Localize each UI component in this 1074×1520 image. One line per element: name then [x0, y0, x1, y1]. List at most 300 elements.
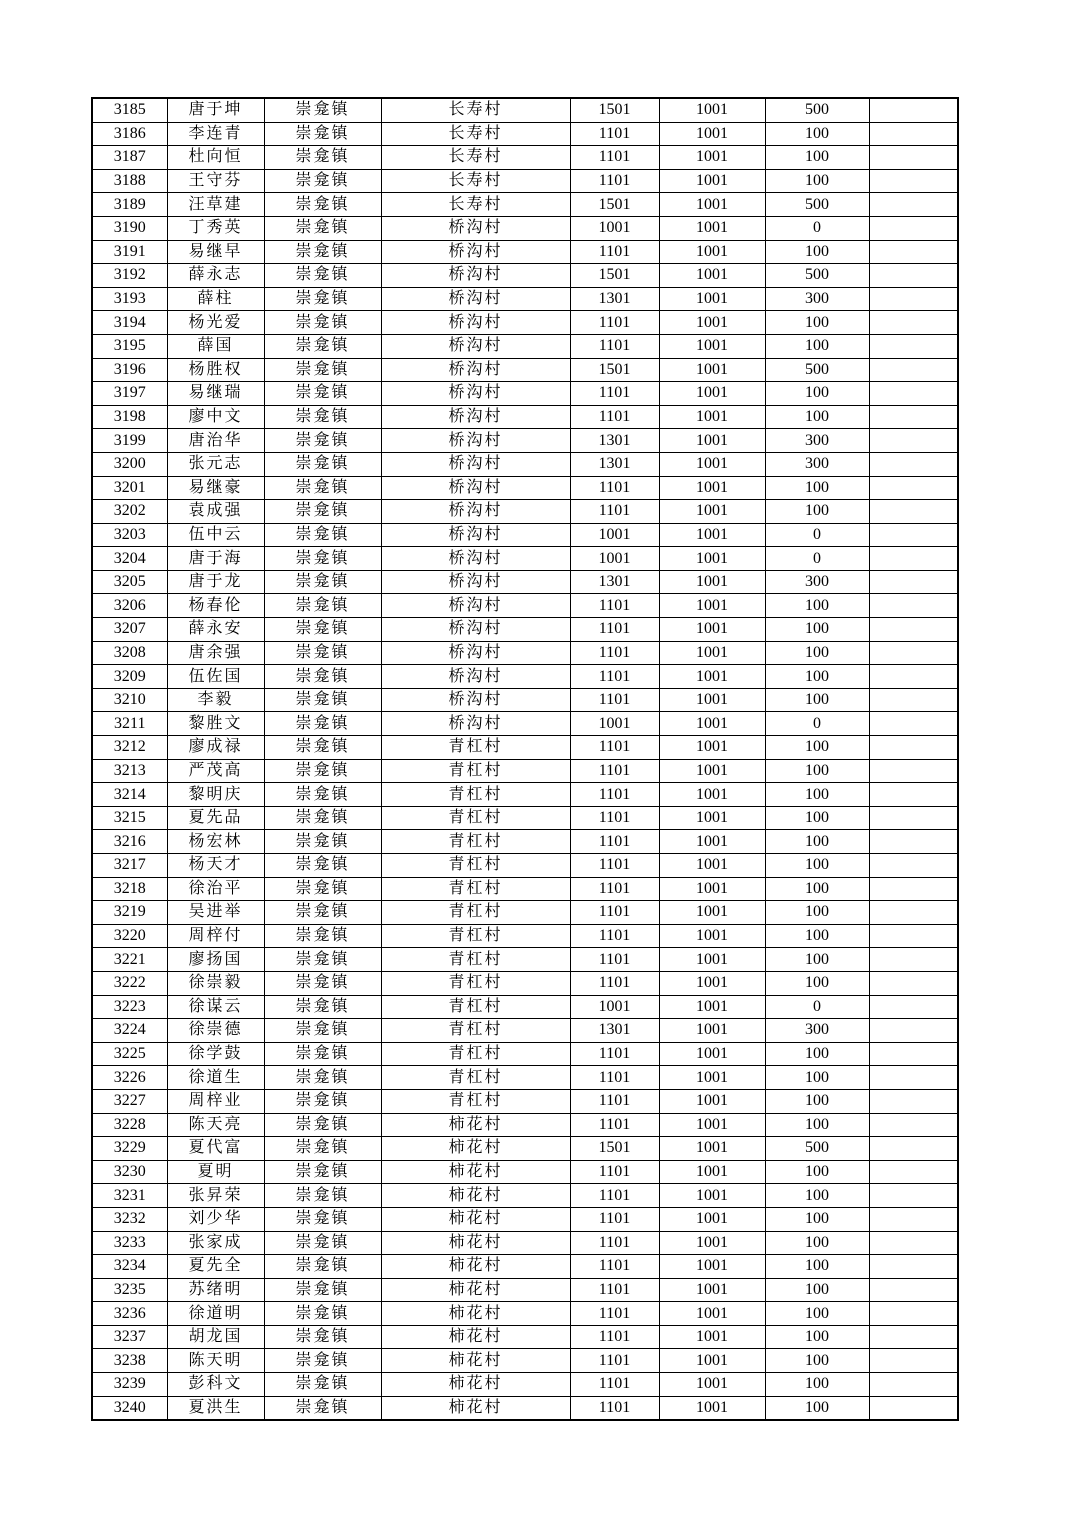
remark-cell: [869, 429, 958, 453]
town-cell: 崇龛镇: [264, 146, 381, 170]
code-b-cell: 1001: [659, 1160, 765, 1184]
code-a-cell: 1101: [570, 1396, 659, 1420]
amount-cell: 500: [765, 1137, 869, 1161]
table-row: [92, 1113, 958, 1137]
code-a-cell: 1101: [570, 854, 659, 878]
town-cell: 崇龛镇: [264, 594, 381, 618]
record-number-cell: 3227: [92, 1089, 167, 1113]
remark-cell: [869, 1113, 958, 1137]
town-cell: 崇龛镇: [264, 287, 381, 311]
village-cell: 青杠村: [381, 948, 570, 972]
record-number-cell: 3210: [92, 688, 167, 712]
village-cell: 长寿村: [381, 98, 570, 122]
amount-cell: 100: [765, 971, 869, 995]
person-name-cell: 廖中文: [167, 405, 264, 429]
village-cell: 柿花村: [381, 1373, 570, 1397]
town-cell: 崇龛镇: [264, 618, 381, 642]
town-cell: 崇龛镇: [264, 1184, 381, 1208]
town-cell: 崇龛镇: [264, 193, 381, 217]
remark-cell: [869, 523, 958, 547]
remark-cell: [869, 334, 958, 358]
village-cell: 青杠村: [381, 1089, 570, 1113]
person-name-cell: 夏明: [167, 1160, 264, 1184]
code-a-cell: 1101: [570, 806, 659, 830]
town-cell: 崇龛镇: [264, 877, 381, 901]
code-a-cell: 1101: [570, 1160, 659, 1184]
person-name-cell: 徐道明: [167, 1302, 264, 1326]
town-cell: 崇龛镇: [264, 854, 381, 878]
amount-cell: 100: [765, 1184, 869, 1208]
table-row: [92, 1042, 958, 1066]
person-name-cell: 薛永安: [167, 618, 264, 642]
town-cell: 崇龛镇: [264, 1349, 381, 1373]
code-b-cell: 1001: [659, 830, 765, 854]
remark-cell: [869, 500, 958, 524]
town-cell: 崇龛镇: [264, 806, 381, 830]
village-cell: 青杠村: [381, 736, 570, 760]
town-cell: 崇龛镇: [264, 405, 381, 429]
person-name-cell: 唐余强: [167, 641, 264, 665]
code-b-cell: 1001: [659, 901, 765, 925]
remark-cell: [869, 358, 958, 382]
remark-cell: [869, 146, 958, 170]
record-number-cell: 3231: [92, 1184, 167, 1208]
village-cell: 桥沟村: [381, 476, 570, 500]
record-number-cell: 3225: [92, 1042, 167, 1066]
person-name-cell: 严茂高: [167, 759, 264, 783]
code-a-cell: 1301: [570, 452, 659, 476]
table-row: [92, 1184, 958, 1208]
village-cell: 桥沟村: [381, 382, 570, 406]
record-number-cell: 3228: [92, 1113, 167, 1137]
code-a-cell: 1001: [570, 712, 659, 736]
village-cell: 桥沟村: [381, 240, 570, 264]
amount-cell: 100: [765, 169, 869, 193]
code-b-cell: 1001: [659, 1089, 765, 1113]
amount-cell: 100: [765, 877, 869, 901]
town-cell: 崇龛镇: [264, 712, 381, 736]
code-b-cell: 1001: [659, 405, 765, 429]
table-row: [92, 122, 958, 146]
town-cell: 崇龛镇: [264, 429, 381, 453]
table-row: [92, 216, 958, 240]
amount-cell: 300: [765, 570, 869, 594]
person-name-cell: 易继早: [167, 240, 264, 264]
table-row: [92, 1278, 958, 1302]
code-b-cell: 1001: [659, 688, 765, 712]
remark-cell: [869, 240, 958, 264]
amount-cell: 0: [765, 712, 869, 736]
person-name-cell: 唐治华: [167, 429, 264, 453]
amount-cell: 100: [765, 1325, 869, 1349]
table-row: [92, 1066, 958, 1090]
person-name-cell: 徐学鼓: [167, 1042, 264, 1066]
code-b-cell: 1001: [659, 806, 765, 830]
table-row: [92, 641, 958, 665]
code-a-cell: 1301: [570, 570, 659, 594]
remark-cell: [869, 1137, 958, 1161]
remark-cell: [869, 688, 958, 712]
record-number-cell: 3208: [92, 641, 167, 665]
code-b-cell: 1001: [659, 122, 765, 146]
code-b-cell: 1001: [659, 358, 765, 382]
town-cell: 崇龛镇: [264, 500, 381, 524]
person-name-cell: 薛柱: [167, 287, 264, 311]
record-number-cell: 3205: [92, 570, 167, 594]
village-cell: 柿花村: [381, 1325, 570, 1349]
record-number-cell: 3194: [92, 311, 167, 335]
remark-cell: [869, 1325, 958, 1349]
table-row: [92, 476, 958, 500]
table-row: [92, 830, 958, 854]
amount-cell: 100: [765, 759, 869, 783]
record-number-cell: 3201: [92, 476, 167, 500]
amount-cell: 100: [765, 500, 869, 524]
person-name-cell: 李连青: [167, 122, 264, 146]
code-b-cell: 1001: [659, 1373, 765, 1397]
code-a-cell: 1101: [570, 1089, 659, 1113]
village-cell: 长寿村: [381, 146, 570, 170]
record-number-cell: 3185: [92, 98, 167, 122]
village-cell: 桥沟村: [381, 311, 570, 335]
person-name-cell: 唐于龙: [167, 570, 264, 594]
code-a-cell: 1101: [570, 1373, 659, 1397]
code-a-cell: 1101: [570, 1184, 659, 1208]
table-row: [92, 688, 958, 712]
code-b-cell: 1001: [659, 665, 765, 689]
table-row: [92, 1231, 958, 1255]
amount-cell: 300: [765, 429, 869, 453]
record-number-cell: 3235: [92, 1278, 167, 1302]
remark-cell: [869, 1019, 958, 1043]
table-row: [92, 240, 958, 264]
record-number-cell: 3209: [92, 665, 167, 689]
table-row: [92, 1019, 958, 1043]
village-cell: 青杠村: [381, 1066, 570, 1090]
table-row: [92, 98, 958, 122]
remark-cell: [869, 1160, 958, 1184]
table-row: [92, 358, 958, 382]
code-a-cell: 1101: [570, 971, 659, 995]
record-number-cell: 3222: [92, 971, 167, 995]
remark-cell: [869, 854, 958, 878]
amount-cell: 100: [765, 1089, 869, 1113]
code-b-cell: 1001: [659, 1066, 765, 1090]
amount-cell: 100: [765, 240, 869, 264]
town-cell: 崇龛镇: [264, 358, 381, 382]
code-a-cell: 1101: [570, 405, 659, 429]
remark-cell: [869, 995, 958, 1019]
remark-cell: [869, 618, 958, 642]
remark-cell: [869, 1089, 958, 1113]
town-cell: 崇龛镇: [264, 1373, 381, 1397]
record-number-cell: 3212: [92, 736, 167, 760]
record-number-cell: 3198: [92, 405, 167, 429]
table-row: [92, 405, 958, 429]
code-a-cell: 1101: [570, 783, 659, 807]
remark-cell: [869, 1231, 958, 1255]
village-cell: 桥沟村: [381, 500, 570, 524]
village-cell: 青杠村: [381, 971, 570, 995]
code-a-cell: 1501: [570, 1137, 659, 1161]
table-row: [92, 759, 958, 783]
record-number-cell: 3191: [92, 240, 167, 264]
village-cell: 桥沟村: [381, 570, 570, 594]
person-name-cell: 陈天亮: [167, 1113, 264, 1137]
town-cell: 崇龛镇: [264, 264, 381, 288]
remark-cell: [869, 570, 958, 594]
code-a-cell: 1101: [570, 476, 659, 500]
table-row: [92, 1089, 958, 1113]
record-number-cell: 3232: [92, 1207, 167, 1231]
amount-cell: 100: [765, 122, 869, 146]
remark-cell: [869, 877, 958, 901]
record-number-cell: 3211: [92, 712, 167, 736]
person-name-cell: 徐谋云: [167, 995, 264, 1019]
code-b-cell: 1001: [659, 1113, 765, 1137]
code-a-cell: 1101: [570, 1302, 659, 1326]
table-row: [92, 1160, 958, 1184]
code-b-cell: 1001: [659, 1325, 765, 1349]
person-name-cell: 徐崇毅: [167, 971, 264, 995]
village-cell: 桥沟村: [381, 594, 570, 618]
code-b-cell: 1001: [659, 1042, 765, 1066]
record-number-cell: 3197: [92, 382, 167, 406]
code-b-cell: 1001: [659, 429, 765, 453]
table-row: [92, 1302, 958, 1326]
village-cell: 桥沟村: [381, 523, 570, 547]
remark-cell: [869, 452, 958, 476]
code-a-cell: 1101: [570, 500, 659, 524]
town-cell: 崇龛镇: [264, 1113, 381, 1137]
person-name-cell: 丁秀英: [167, 216, 264, 240]
code-a-cell: 1101: [570, 334, 659, 358]
person-name-cell: 彭科文: [167, 1373, 264, 1397]
town-cell: 崇龛镇: [264, 1019, 381, 1043]
table-row: [92, 1396, 958, 1420]
person-name-cell: 杨宏林: [167, 830, 264, 854]
village-cell: 桥沟村: [381, 358, 570, 382]
remark-cell: [869, 665, 958, 689]
table-row: [92, 547, 958, 571]
person-name-cell: 王守芬: [167, 169, 264, 193]
table-row: [92, 901, 958, 925]
remark-cell: [869, 287, 958, 311]
table-row: [92, 146, 958, 170]
village-cell: 长寿村: [381, 169, 570, 193]
amount-cell: 500: [765, 193, 869, 217]
table-row: [92, 806, 958, 830]
person-name-cell: 杨春伦: [167, 594, 264, 618]
town-cell: 崇龛镇: [264, 1325, 381, 1349]
code-a-cell: 1101: [570, 1066, 659, 1090]
table-row: [92, 995, 958, 1019]
village-cell: 柿花村: [381, 1349, 570, 1373]
amount-cell: 100: [765, 1207, 869, 1231]
code-b-cell: 1001: [659, 1184, 765, 1208]
amount-cell: 500: [765, 264, 869, 288]
code-b-cell: 1001: [659, 1231, 765, 1255]
village-cell: 青杠村: [381, 830, 570, 854]
town-cell: 崇龛镇: [264, 995, 381, 1019]
table-row: [92, 971, 958, 995]
table-row: [92, 500, 958, 524]
code-b-cell: 1001: [659, 476, 765, 500]
record-number-cell: 3217: [92, 854, 167, 878]
record-number-cell: 3220: [92, 924, 167, 948]
table-row: [92, 382, 958, 406]
town-cell: 崇龛镇: [264, 1255, 381, 1279]
village-cell: 桥沟村: [381, 618, 570, 642]
person-name-cell: 夏先品: [167, 806, 264, 830]
amount-cell: 100: [765, 783, 869, 807]
table-row: [92, 287, 958, 311]
remark-cell: [869, 476, 958, 500]
remark-cell: [869, 1042, 958, 1066]
remark-cell: [869, 264, 958, 288]
village-cell: 桥沟村: [381, 452, 570, 476]
code-b-cell: 1001: [659, 1349, 765, 1373]
person-name-cell: 唐于坤: [167, 98, 264, 122]
record-number-cell: 3236: [92, 1302, 167, 1326]
village-cell: 桥沟村: [381, 287, 570, 311]
person-name-cell: 黎胜文: [167, 712, 264, 736]
village-cell: 柿花村: [381, 1184, 570, 1208]
town-cell: 崇龛镇: [264, 240, 381, 264]
town-cell: 崇龛镇: [264, 688, 381, 712]
code-b-cell: 1001: [659, 783, 765, 807]
town-cell: 崇龛镇: [264, 334, 381, 358]
code-b-cell: 1001: [659, 924, 765, 948]
code-a-cell: 1101: [570, 901, 659, 925]
code-a-cell: 1101: [570, 169, 659, 193]
village-cell: 柿花村: [381, 1207, 570, 1231]
remark-cell: [869, 1207, 958, 1231]
code-a-cell: 1101: [570, 877, 659, 901]
village-cell: 青杠村: [381, 995, 570, 1019]
person-name-cell: 张家成: [167, 1231, 264, 1255]
table-row: [92, 1325, 958, 1349]
amount-cell: 100: [765, 1042, 869, 1066]
amount-cell: 100: [765, 1231, 869, 1255]
table-row: [92, 783, 958, 807]
person-name-cell: 廖成禄: [167, 736, 264, 760]
code-b-cell: 1001: [659, 264, 765, 288]
person-name-cell: 袁成强: [167, 500, 264, 524]
remark-cell: [869, 594, 958, 618]
amount-cell: 100: [765, 1302, 869, 1326]
remark-cell: [869, 1302, 958, 1326]
table-row: [92, 1349, 958, 1373]
code-a-cell: 1101: [570, 1325, 659, 1349]
town-cell: 崇龛镇: [264, 1278, 381, 1302]
code-a-cell: 1101: [570, 948, 659, 972]
village-cell: 青杠村: [381, 877, 570, 901]
code-b-cell: 1001: [659, 1019, 765, 1043]
remark-cell: [869, 1373, 958, 1397]
code-b-cell: 1001: [659, 948, 765, 972]
code-b-cell: 1001: [659, 712, 765, 736]
person-name-cell: 易继瑞: [167, 382, 264, 406]
code-b-cell: 1001: [659, 995, 765, 1019]
table-row: [92, 1373, 958, 1397]
code-b-cell: 1001: [659, 146, 765, 170]
table-row: [92, 1255, 958, 1279]
code-a-cell: 1101: [570, 830, 659, 854]
code-a-cell: 1301: [570, 429, 659, 453]
code-b-cell: 1001: [659, 547, 765, 571]
amount-cell: 100: [765, 1373, 869, 1397]
record-number-cell: 3188: [92, 169, 167, 193]
town-cell: 崇龛镇: [264, 382, 381, 406]
remark-cell: [869, 311, 958, 335]
village-cell: 桥沟村: [381, 216, 570, 240]
table-row: [92, 429, 958, 453]
remark-cell: [869, 641, 958, 665]
record-number-cell: 3233: [92, 1231, 167, 1255]
village-cell: 青杠村: [381, 924, 570, 948]
record-number-cell: 3203: [92, 523, 167, 547]
code-a-cell: 1001: [570, 995, 659, 1019]
person-name-cell: 夏洪生: [167, 1396, 264, 1420]
remark-cell: [869, 193, 958, 217]
code-a-cell: 1101: [570, 924, 659, 948]
code-b-cell: 1001: [659, 570, 765, 594]
town-cell: 崇龛镇: [264, 1396, 381, 1420]
village-cell: 长寿村: [381, 122, 570, 146]
record-number-cell: 3186: [92, 122, 167, 146]
table-row: [92, 665, 958, 689]
person-name-cell: 薛国: [167, 334, 264, 358]
code-b-cell: 1001: [659, 240, 765, 264]
town-cell: 崇龛镇: [264, 971, 381, 995]
record-number-cell: 3204: [92, 547, 167, 571]
record-number-cell: 3221: [92, 948, 167, 972]
amount-cell: 100: [765, 1255, 869, 1279]
code-b-cell: 1001: [659, 1278, 765, 1302]
record-number-cell: 3223: [92, 995, 167, 1019]
amount-cell: 0: [765, 523, 869, 547]
amount-cell: 100: [765, 901, 869, 925]
amount-cell: 100: [765, 948, 869, 972]
table-row: [92, 523, 958, 547]
remark-cell: [869, 971, 958, 995]
code-b-cell: 1001: [659, 98, 765, 122]
person-name-cell: 杨胜权: [167, 358, 264, 382]
records-table: [91, 97, 959, 1421]
code-a-cell: 1101: [570, 1207, 659, 1231]
person-name-cell: 胡龙国: [167, 1325, 264, 1349]
table-row: [92, 452, 958, 476]
code-a-cell: 1101: [570, 641, 659, 665]
remark-cell: [869, 1066, 958, 1090]
remark-cell: [869, 1255, 958, 1279]
village-cell: 青杠村: [381, 806, 570, 830]
record-number-cell: 3224: [92, 1019, 167, 1043]
town-cell: 崇龛镇: [264, 1066, 381, 1090]
town-cell: 崇龛镇: [264, 736, 381, 760]
remark-cell: [869, 1278, 958, 1302]
town-cell: 崇龛镇: [264, 665, 381, 689]
code-b-cell: 1001: [659, 1255, 765, 1279]
code-a-cell: 1101: [570, 1255, 659, 1279]
town-cell: 崇龛镇: [264, 476, 381, 500]
person-name-cell: 唐于海: [167, 547, 264, 571]
amount-cell: 100: [765, 1113, 869, 1137]
person-name-cell: 薛永志: [167, 264, 264, 288]
table-row: [92, 334, 958, 358]
village-cell: 青杠村: [381, 1019, 570, 1043]
